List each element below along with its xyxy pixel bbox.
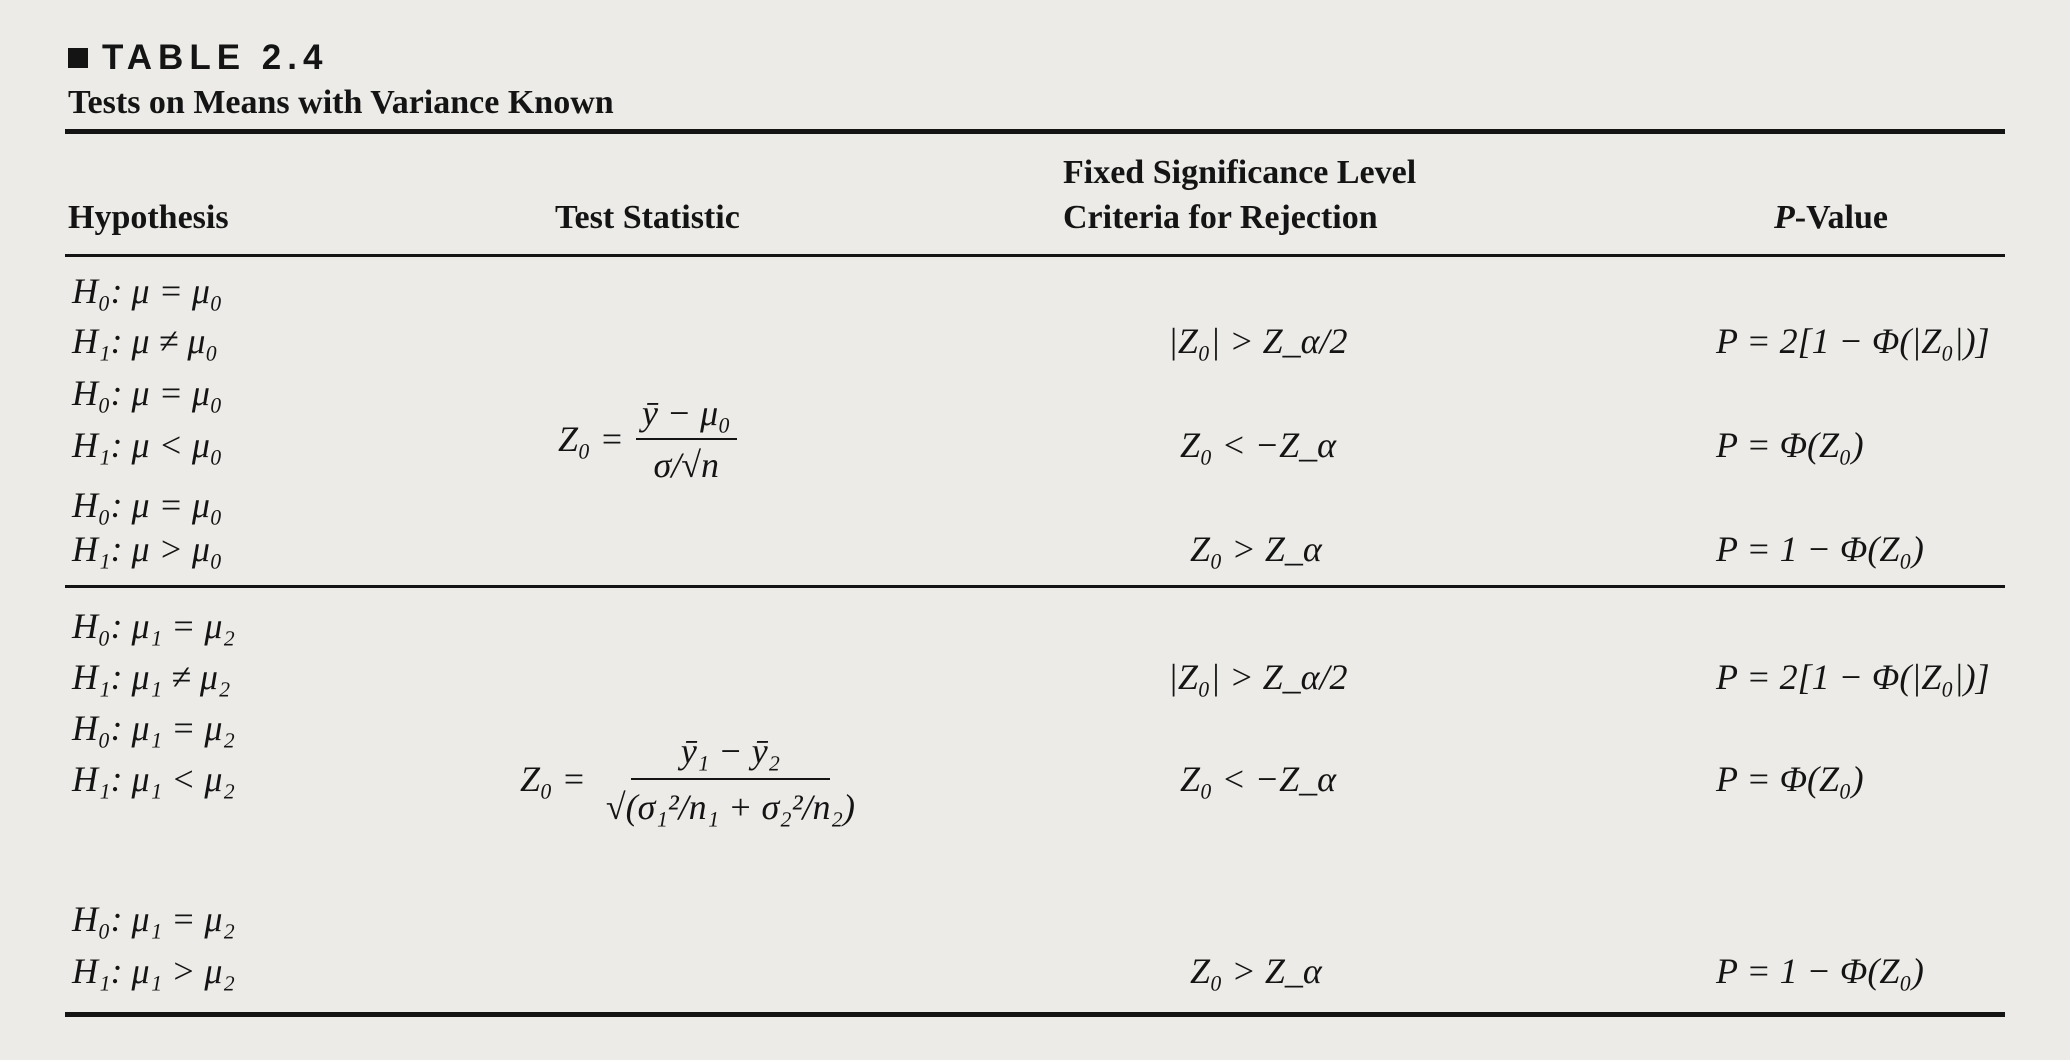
p-value-upper-tail: P = 1 − Φ(Z₀) (1716, 951, 1924, 991)
p-value-two-sided: P = 2[1 − Φ(|Z₀|)] (1716, 321, 1990, 361)
hypothesis-row: H₁: μ₁ ≠ μ₂ (72, 657, 231, 697)
statistic-fraction (600, 730, 861, 828)
square-bullet-icon (68, 48, 88, 68)
header-rule (65, 254, 2005, 257)
hypothesis-row: H₁: μ < μ₀ (72, 425, 223, 465)
hypothesis-row: H₀: μ = μ₀ (72, 485, 223, 525)
criteria-upper-tail: Z₀ > Z_α (1190, 951, 1322, 991)
header-p-value (1774, 196, 1888, 240)
criteria-two-sided: |Z₀| > Z_α/2 (1168, 657, 1348, 697)
table-label-text: TABLE 2.4 (102, 38, 329, 77)
statistic-lhs: Z₀ = (520, 759, 586, 799)
criteria-upper-tail: Z₀ > Z_α (1190, 529, 1322, 569)
section-rule (65, 585, 2005, 588)
header-criteria-line1: Fixed Significance Level (1063, 154, 1417, 191)
hypothesis-row: H₀: μ = μ₀ (72, 271, 223, 311)
statistic-numerator: ȳ − μ₀ (636, 392, 737, 440)
statistic-denominator: √(σ₁²/n₁ + σ₂²/n₂) (605, 787, 856, 827)
hypothesis-row: H₀: μ₁ = μ₂ (72, 708, 235, 748)
criteria-lower-tail: Z₀ < −Z_α (1180, 425, 1337, 465)
criteria-two-sided: |Z₀| > Z_α/2 (1168, 321, 1348, 361)
hypothesis-row: H₀: μ = μ₀ (72, 373, 223, 413)
hypothesis-row: H₁: μ > μ₀ (72, 529, 223, 569)
hypothesis-row: H₀: μ₁ = μ₂ (72, 606, 235, 646)
top-rule (65, 129, 2005, 134)
table-label (68, 38, 328, 78)
hypothesis-row: H₁: μ ≠ μ₀ (72, 321, 218, 361)
header-test-statistic: Test Statistic (555, 199, 740, 236)
criteria-lower-tail: Z₀ < −Z_α (1180, 759, 1337, 799)
hypothesis-row: H₀: μ₁ = μ₂ (72, 899, 235, 939)
statistic-fraction (636, 392, 737, 486)
statistic-denominator: σ/√n (653, 445, 720, 485)
p-value-upper-tail: P = 1 − Φ(Z₀) (1716, 529, 1924, 569)
p-value-lower-tail: P = Φ(Z₀) (1716, 759, 1864, 799)
bottom-rule (65, 1012, 2005, 1017)
test-statistic-one-sample (558, 392, 737, 486)
p-value-lower-tail: P = Φ(Z₀) (1716, 425, 1864, 465)
hypothesis-row: H₁: μ₁ > μ₂ (72, 951, 235, 991)
header-p-rest: -Value (1794, 199, 1888, 236)
test-statistic-two-sample (520, 730, 861, 828)
statistic-lhs: Z₀ = (558, 419, 624, 459)
p-value-two-sided: P = 2[1 − Φ(|Z₀|)] (1716, 657, 1990, 697)
header-criteria-line2: Criteria for Rejection (1063, 199, 1378, 236)
hypothesis-row: H₁: μ₁ < μ₂ (72, 759, 235, 799)
table-caption: Tests on Means with Variance Known (68, 84, 614, 121)
statistic-numerator: ȳ₁ − ȳ₂ (631, 730, 830, 780)
header-hypothesis: Hypothesis (68, 199, 229, 236)
header-p-letter: P (1774, 199, 1795, 236)
